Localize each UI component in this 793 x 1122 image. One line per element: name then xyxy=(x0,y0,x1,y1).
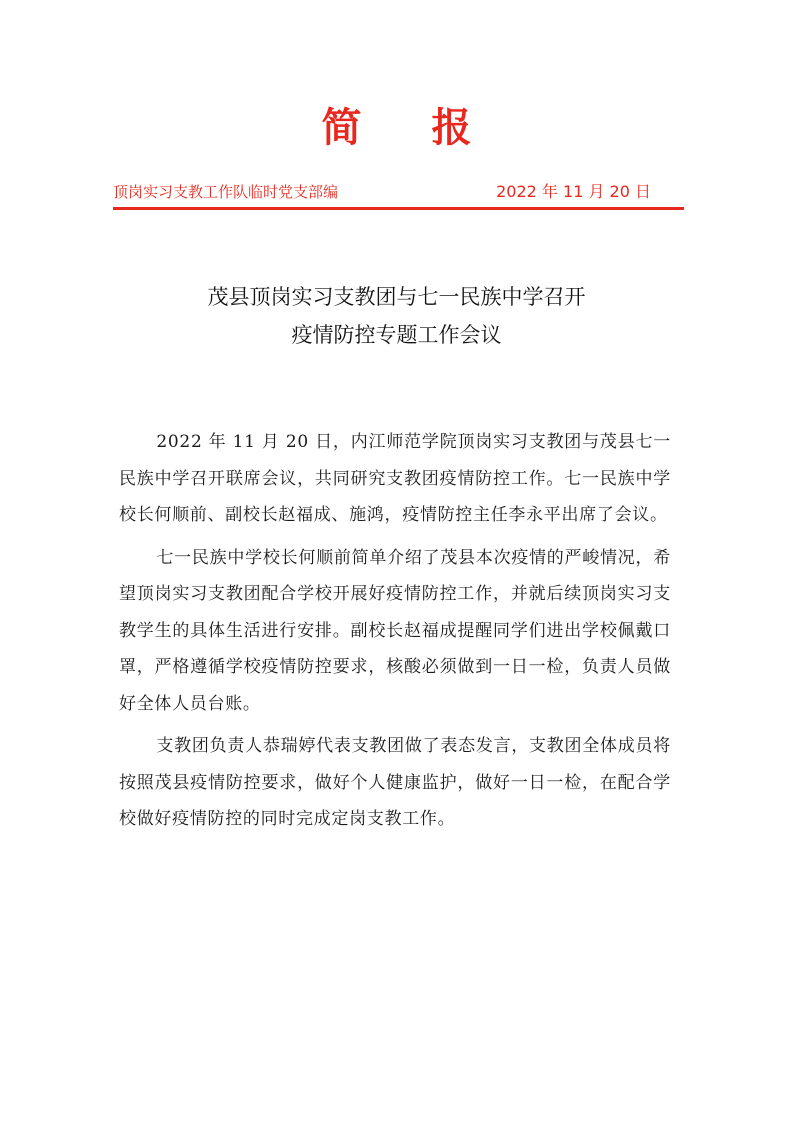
article-body xyxy=(119,424,671,844)
article-title xyxy=(0,278,793,354)
article-title-line-2: 疫情防控专题工作会议 xyxy=(291,323,502,347)
paragraph-1: 2022 年 11 月 20 日，内江师范学院顶岗实习支教团与茂县七一民族中学召开联席会议，共同研究支教团疫情防控工作。七一民族中学校长何顺前、副校长赵福成、施鸿，疫情防控主任李永平出席了会议。 xyxy=(119,432,671,525)
masthead-title: 简 报 xyxy=(321,105,500,151)
header-divider xyxy=(113,207,684,210)
issuer-label: 顶岗实习支教工作队临时党支部编 xyxy=(113,183,339,201)
issue-date: 2022 年 11 月 20 日 xyxy=(496,182,651,201)
paragraph-3: 支教团负责人恭瑞婷代表支教团做了表态发言，支教团全体成员将按照茂县疫情防控要求，做好个人健康监护，做好一日一检，在配合学校做好疫情防控的同时完成定岗支教工作。 xyxy=(119,736,671,829)
paragraph-2: 七一民族中学校长何顺前简单介绍了茂县本次疫情的严峻情况，希望顶岗实习支教团配合学校开展好疫情防控工作，并就后续顶岗实习支教学生的具体生活进行安排。副校长赵福成提醒同学们进出学校佩戴口罩，严格遵循学校疫情防控要求，核酸必须做到一日一检，负责人员做好全体人员台账。 xyxy=(119,547,671,714)
article-title-line-1: 茂县顶岗实习支教团与七一民族中学召开 xyxy=(207,285,586,309)
